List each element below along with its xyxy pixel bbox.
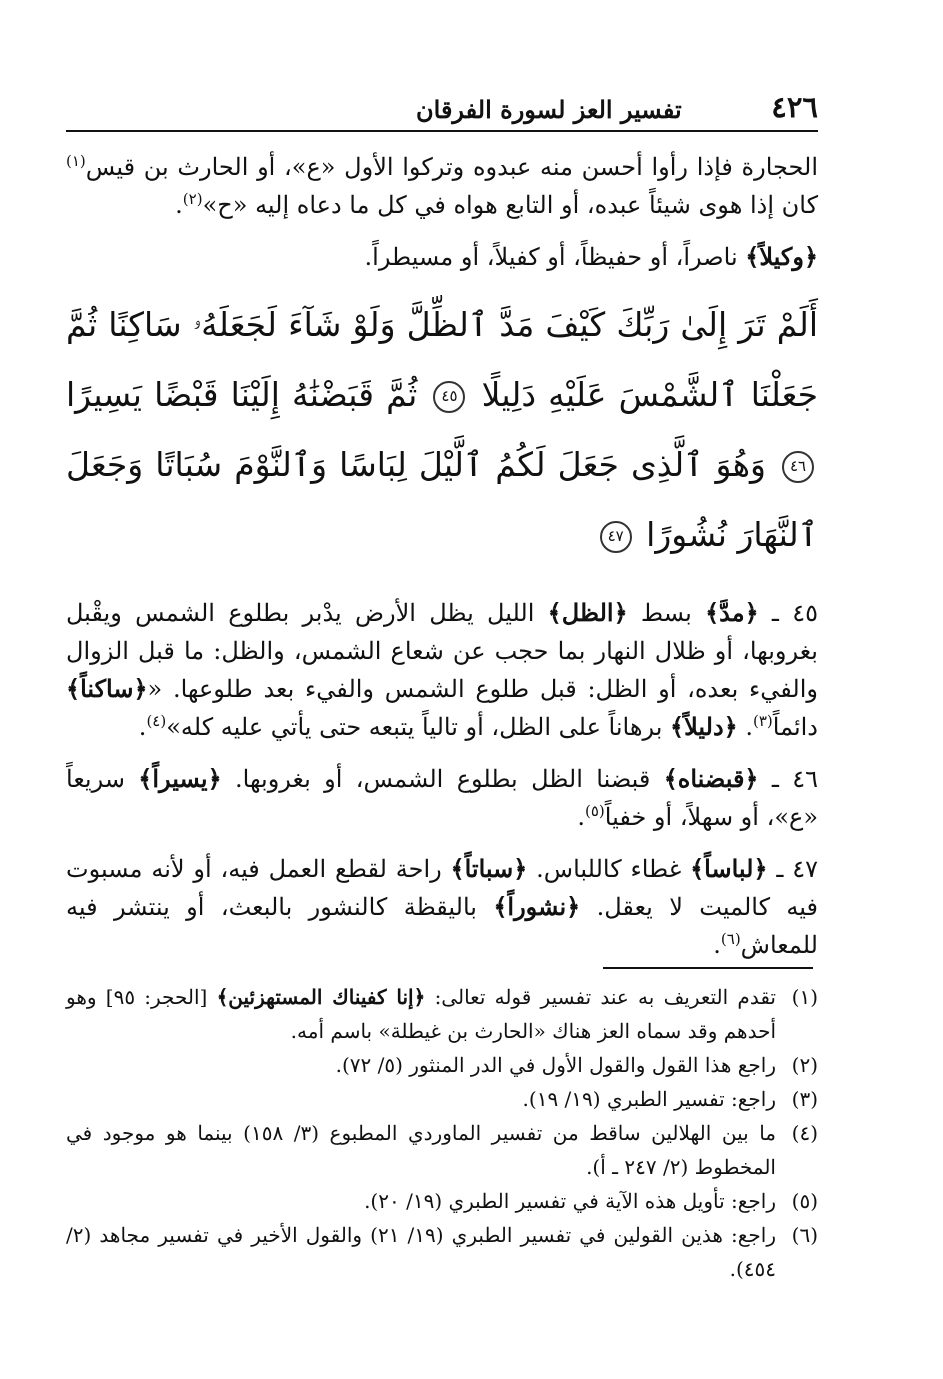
footnote-ref: (٤) <box>146 712 167 730</box>
footnote-divider <box>603 967 813 969</box>
footnotes <box>66 980 818 1286</box>
footnote-ref: (٢) <box>182 190 203 208</box>
commentary-46: ٤٦ ـ ﴿قبضناه﴾ قبضنا الظل بطلوع الشمس، أو بغروبها. ﴿يسيراً﴾ سريعاً «ع»، أو سهلاً، أو خفياً$^{(٥)}$. <box>66 764 818 831</box>
footnote: (٤) ما بين الهلالين ساقط من تفسير الماوردي المطبوع (٣/ ١٥٨) بينما هو موجود في المخطوط (٢/ ٢٤٧ ـ أ). <box>66 1121 818 1179</box>
footnote: (٣) راجع: تفسير الطبري (١٩/ ١٩). <box>522 1087 818 1111</box>
footnote: (١) تقدم التعريف به عند تفسير قوله تعالى: ﴿إنا كفيناك المستهزئين﴾ [الحجر: ٩٥] وهو أحدهم وقد سماه العز هناك «الحارث بن غيطلة» باسم أمه. <box>66 985 818 1043</box>
footnote: (٥) راجع: تأويل هذه الآية في تفسير الطبري (١٩/ ٢٠). <box>364 1189 818 1213</box>
quran-word: ﴿وكيلاً﴾ <box>745 242 818 271</box>
commentary-45: ٤٥ ـ ﴿مدَّ﴾ بسط ﴿الظل﴾ الليل يظل الأرض يدْبر بطلوع الشمس ويقْبل بغروبها، أو ظلال النهار بما حجب عن شعاع الشمس، والظل: ما قبل الزوال والفيء بعده، أو الظل: قبل طلوع الشمس والفيء بعد طلوعها. «﴿ساكناً﴾ دائماً$^{(٣)}$. ﴿دليلاً﴾ برهاناً على الظل، أو تالياً يتبعه حتى يأتي عليه كله»$^{(٤)}$. <box>66 598 818 741</box>
verse-45: أَلَمْ تَرَ إِلَىٰ رَبِّكَ كَيْفَ مَدَّ ٱلظِّلَّ وَلَوْ شَآءَ لَجَعَلَهُۥ سَاكِنًا ثُمَّ جَعَلْنَا ٱلشَّمْسَ عَلَيْهِ دَلِيلًا <box>66 305 818 414</box>
footnote: (٢) راجع هذا القول والقول الأول في الدر المنثور (٥/ ٧٢). <box>335 1053 818 1077</box>
footnote: (٦) راجع: هذين القولين في تفسير الطبري (١٩/ ٢١) والقول الأخير في تفسير مجاهد (٢/ ٤٥٤). <box>66 1223 818 1281</box>
ayah-marker: ٤٥ <box>433 381 465 413</box>
footnote-ref: (١) <box>66 152 86 170</box>
footnote-ref: (٥) <box>584 802 605 820</box>
ayah-marker: ٤٦ <box>782 451 814 483</box>
footnote-ref: (٦) <box>720 930 741 948</box>
verse-47: وَهُوَ ٱلَّذِى جَعَلَ لَكُمُ ٱلَّيْلَ لِبَاسًا وَٱلنَّوْمَ سُبَاتًا وَجَعَلَ ٱلنَّهَارَ نُشُورًا <box>66 445 818 554</box>
ayah-marker: ٤٧ <box>600 521 632 553</box>
paragraph-wakil: ﴿وكيلاً﴾ ناصراً، أو حفيظاً، أو كفيلاً، أو مسيطراً. <box>364 242 818 271</box>
commentary-47: ٤٧ ـ ﴿لباساً﴾ غطاء كاللباس. ﴿سباتاً﴾ راحة لقطع العمل فيه، أو لأنه مسبوت فيه كالميت لا يعقل. ﴿نشوراً﴾ باليقظة كالنشور بالبعث، أو ينتشر فيه للمعاش$^{(٦)}$. <box>66 854 818 959</box>
main-text <box>66 148 818 978</box>
verse-46: ثُمَّ قَبَضْنَٰهُ إِلَيْنَا قَبْضًا يَسِيرًا <box>66 375 418 414</box>
paragraph-intro: الحجارة فإذا رأوا أحسن منه عبدوه وتركوا الأول «ع»، أو الحارث بن قيس$^{(١)}$ كان إذا هوى شيئاً عبده، أو التابع هواه في كل ما دعاه إليه «ح»$^{(٢)}$. <box>66 152 818 219</box>
running-title: تفسير العز لسورة الفرقان <box>416 95 682 124</box>
quran-verses <box>66 290 818 570</box>
page-header <box>66 92 818 132</box>
page-number: ٤٢٦ <box>771 90 818 124</box>
footnote-ref: (٣) <box>752 712 773 730</box>
